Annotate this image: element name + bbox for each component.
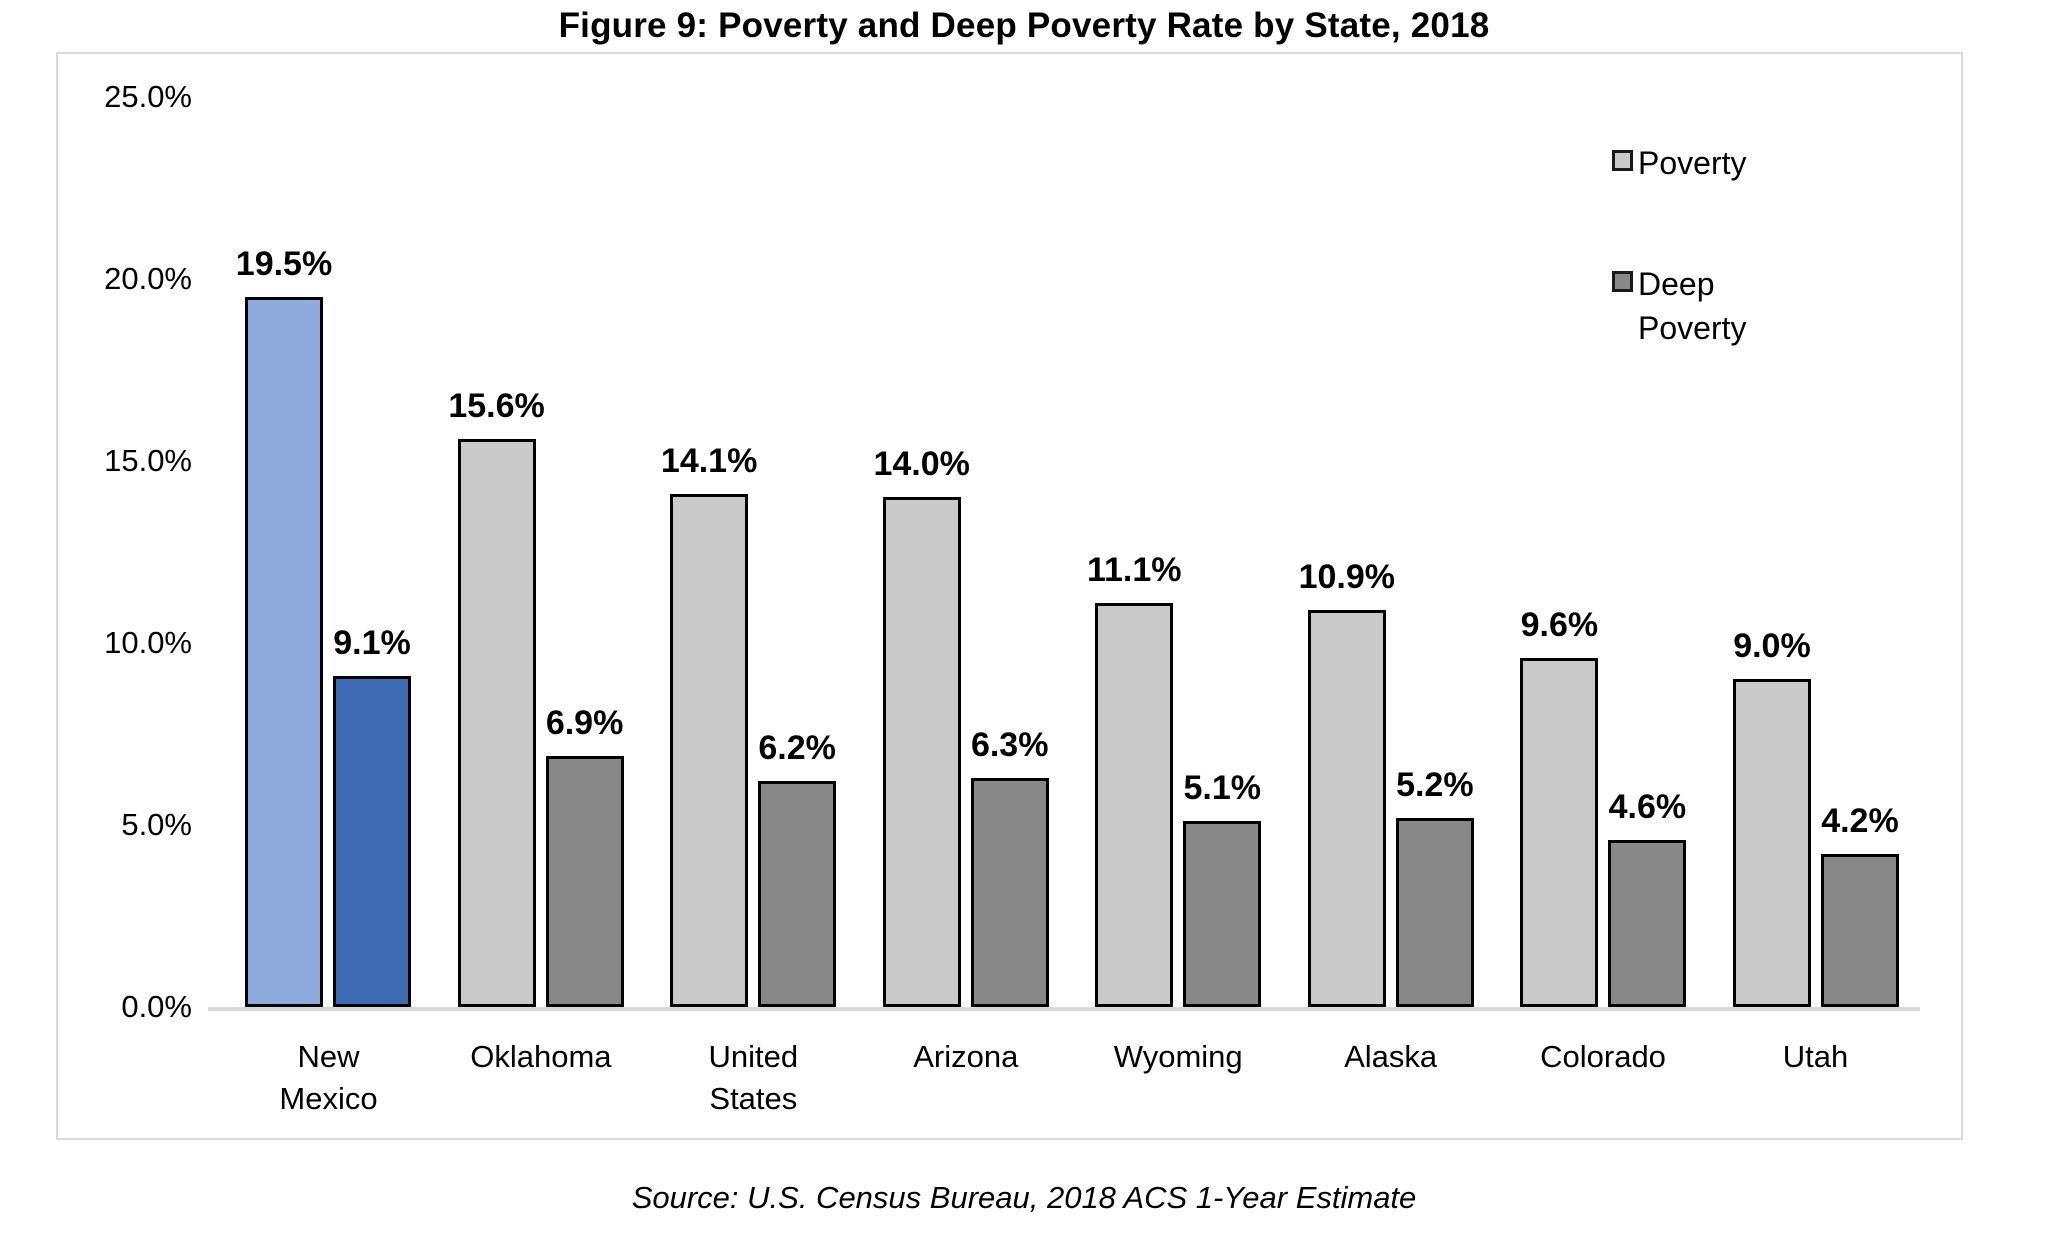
bar-value-label: 6.9% <box>545 704 624 742</box>
deep-poverty-bar <box>971 778 1049 1007</box>
source-note: Source: U.S. Census Bureau, 2018 ACS 1-Year Estimate <box>631 1180 1417 1215</box>
legend-item-poverty <box>1612 141 1763 185</box>
deep-poverty-bar <box>1821 854 1899 1007</box>
bar-value-label: 5.2% <box>1396 766 1474 804</box>
bar-value-label: 9.1% <box>333 624 411 662</box>
bar-group <box>1520 606 1686 1007</box>
bar-value-label: 5.1% <box>1183 769 1261 807</box>
y-tick-label: 5.0% <box>121 807 192 842</box>
deep-poverty-bar <box>1183 821 1261 1007</box>
bar-value-label: 19.5% <box>235 245 333 283</box>
category-label: New Mexico <box>279 1039 378 1116</box>
bar-unit <box>1298 558 1396 1007</box>
bar-group <box>1086 551 1261 1007</box>
bar-unit <box>660 442 758 1007</box>
poverty-swatch-icon <box>1612 150 1633 171</box>
y-tick-label: 10.0% <box>104 625 192 660</box>
category-label: Colorado <box>1540 1039 1666 1074</box>
deep-poverty-bar <box>1608 840 1686 1007</box>
bar-unit <box>1608 788 1686 1007</box>
bar-group <box>1298 558 1474 1007</box>
bar-group <box>448 387 624 1007</box>
bar-group <box>873 445 1049 1007</box>
poverty-bar <box>1095 603 1173 1007</box>
x-axis-labels <box>245 1036 1899 1120</box>
y-tick-label: 25.0% <box>104 79 192 114</box>
bar-unit <box>758 729 836 1007</box>
deep-poverty-bar <box>333 676 411 1007</box>
deep-poverty-bar <box>1396 818 1474 1007</box>
bar-unit <box>448 387 545 1007</box>
category-label: Wyoming <box>1113 1039 1243 1074</box>
x-axis-line <box>208 1007 1920 1011</box>
bar-unit <box>1520 606 1598 1007</box>
bar-value-label: 9.0% <box>1733 627 1811 665</box>
bar-unit <box>873 445 970 1007</box>
bar-unit <box>235 245 333 1007</box>
bar-value-label: 11.1% <box>1086 551 1182 589</box>
bar-unit <box>1086 551 1182 1007</box>
bar-unit <box>1396 766 1474 1007</box>
category-label: Alaska <box>1344 1039 1438 1074</box>
legend-item-deep-poverty <box>1612 262 1763 350</box>
chart-title: Figure 9: Poverty and Deep Poverty Rate by State, 2018 <box>558 6 1490 45</box>
bar-unit <box>546 704 624 1007</box>
bar-value-label: 14.1% <box>660 442 758 480</box>
category-label: Utah <box>1782 1039 1849 1074</box>
category-label: United States <box>708 1039 799 1116</box>
bar-group <box>1733 627 1899 1007</box>
y-tick-label: 15.0% <box>104 443 192 478</box>
bar-unit <box>1821 802 1899 1007</box>
bar-value-label: 6.2% <box>758 729 836 767</box>
poverty-bar <box>670 494 748 1007</box>
poverty-bar <box>1308 610 1386 1007</box>
poverty-bar <box>883 497 961 1007</box>
category-label: Oklahoma <box>470 1039 612 1074</box>
poverty-bar <box>245 297 323 1007</box>
bar-value-label: 15.6% <box>448 387 545 425</box>
chart-frame <box>56 52 1963 1140</box>
bar-group <box>235 245 411 1007</box>
bar-unit <box>1183 769 1261 1007</box>
legend-label: Deep Poverty <box>1638 266 1747 346</box>
poverty-bar <box>1520 658 1598 1007</box>
category-label: Arizona <box>913 1039 1019 1074</box>
poverty-bar <box>458 439 536 1007</box>
bar-group <box>660 442 836 1007</box>
bar-value-label: 4.6% <box>1608 788 1687 826</box>
y-tick-label: 20.0% <box>104 261 192 296</box>
bar-unit <box>333 624 411 1007</box>
deep-poverty-bar <box>546 756 624 1007</box>
bar-value-label: 9.6% <box>1520 606 1599 644</box>
bar-value-label: 10.9% <box>1298 558 1396 596</box>
bar-unit <box>1733 627 1811 1007</box>
bar-value-label: 4.2% <box>1821 802 1899 840</box>
legend-label: Poverty <box>1638 145 1747 181</box>
bar-value-label: 6.3% <box>970 726 1049 764</box>
deep-poverty-bar <box>758 781 836 1007</box>
poverty-bar <box>1733 679 1811 1007</box>
legend <box>1612 141 1763 350</box>
bar-unit <box>971 726 1049 1007</box>
y-tick-label: 0.0% <box>121 989 192 1024</box>
deep-poverty-swatch-icon <box>1612 271 1633 292</box>
bar-value-label: 14.0% <box>873 445 970 483</box>
